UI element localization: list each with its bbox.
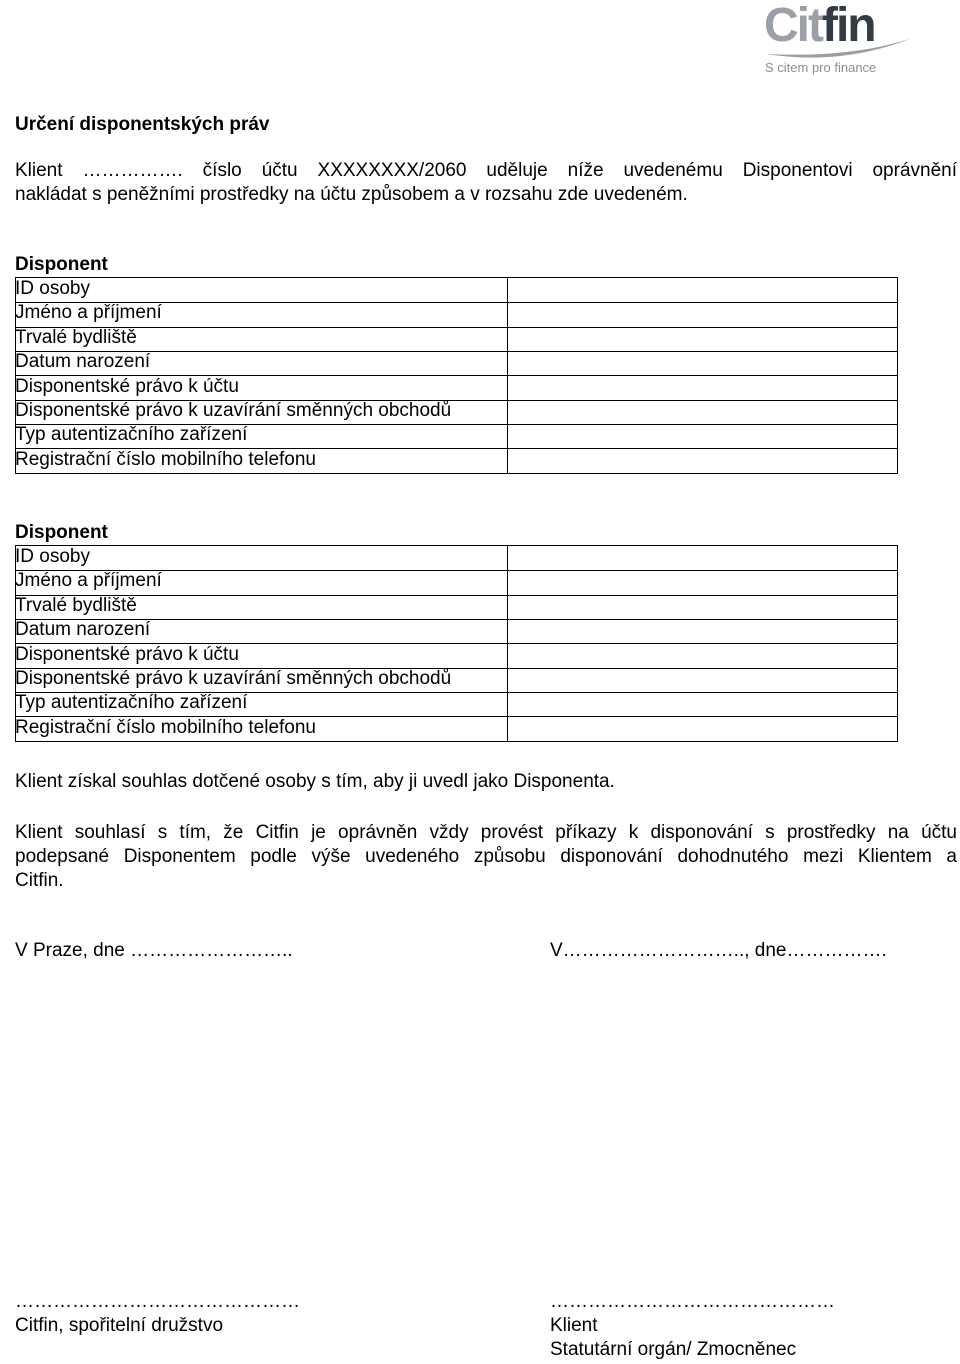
row-jmeno xyxy=(15,569,895,593)
consent-text: Klient získal souhlas dotčené osoby s tím, aby ji uvedl jako Disponenta. xyxy=(15,771,615,792)
place-date-left: V Praze, dne …………………….. xyxy=(15,940,293,961)
row-label: Registrační číslo mobilního telefonu xyxy=(15,716,316,738)
row-label: Disponentské právo k účtu xyxy=(15,375,239,397)
row-typ-zarizeni xyxy=(15,691,895,715)
row-telefon xyxy=(15,448,895,472)
row-id-osoby xyxy=(15,277,895,301)
logo-wordmark: Citfin xyxy=(764,0,875,52)
citfin-logo xyxy=(762,2,922,82)
signature-line-left: ……………………………………… xyxy=(15,1291,300,1312)
logo-swoosh-icon xyxy=(762,32,922,62)
row-label: Registrační číslo mobilního telefonu xyxy=(15,448,316,470)
row-label: Jméno a příjmení xyxy=(15,570,162,592)
row-datum-narozeni xyxy=(15,350,895,374)
row-label: ID osoby xyxy=(15,546,90,567)
signature-name-left: Citfin, spořitelní družstvo xyxy=(15,1315,224,1336)
row-label: Typ autentizačního zařízení xyxy=(15,424,248,446)
logo-tagline: S citem pro finance xyxy=(765,60,877,75)
row-pravo-smenne-obchody xyxy=(15,667,895,691)
row-pravo-k-uctu xyxy=(15,375,895,399)
intro-paragraph xyxy=(15,159,957,207)
row-label: Disponentské právo k uzavírání směnných obchodů xyxy=(15,399,452,421)
row-pravo-smenne-obchody xyxy=(15,399,895,423)
row-typ-zarizeni xyxy=(15,423,895,447)
agreement-line-3: Citfin. xyxy=(15,870,64,891)
signature-line-right: ……………………………………… xyxy=(550,1291,835,1312)
row-label: ID osoby xyxy=(15,278,90,299)
signature-role-right: Statutární orgán/ Zmocněnec xyxy=(550,1339,797,1360)
row-id-osoby xyxy=(15,545,895,569)
row-label: Datum narození xyxy=(15,619,151,641)
row-label: Trvalé bydliště xyxy=(15,594,137,616)
agreement-paragraph xyxy=(15,821,957,893)
row-bydliste xyxy=(15,594,895,618)
row-pravo-k-uctu xyxy=(15,643,895,667)
row-label: Datum narození xyxy=(15,351,151,373)
intro-line-1: Klient ……………. číslo účtu XXXXXXXX/2060 uděluje níže uvedenému Disponentovi oprávnění xyxy=(15,160,957,181)
row-bydliste xyxy=(15,326,895,350)
disponent-block-2 xyxy=(15,521,898,738)
row-jmeno xyxy=(15,301,895,325)
signature-name-right: Klient xyxy=(550,1315,598,1336)
row-label: Trvalé bydliště xyxy=(15,326,137,348)
disponent-title: Disponent xyxy=(15,254,108,275)
consent-paragraph xyxy=(15,770,957,794)
intro-line-2: nakládat s peněžními prostředky na účtu způsobem a v rozsahu zde uvedeném. xyxy=(15,184,688,205)
place-date-right: V……………………….., dne……………. xyxy=(550,940,887,961)
disponent-title: Disponent xyxy=(15,522,108,543)
row-datum-narozeni xyxy=(15,618,895,642)
row-label: Disponentské právo k uzavírání směnných obchodů xyxy=(15,667,452,689)
row-label: Disponentské právo k účtu xyxy=(15,643,239,665)
disponent-block-1 xyxy=(15,253,898,470)
row-telefon xyxy=(15,716,895,740)
document-title: Určení disponentských práv xyxy=(15,114,270,135)
agreement-line-2: podepsané Disponentem podle výše uvedeného způsobu disponování dohodnutého mezi Klientem a xyxy=(15,846,957,867)
row-label: Typ autentizačního zařízení xyxy=(15,692,248,714)
row-label: Jméno a příjmení xyxy=(15,302,162,324)
agreement-line-1: Klient souhlasí s tím, že Citfin je oprávněn vždy provést příkazy k disponování s prostředky na účtu xyxy=(15,822,957,843)
